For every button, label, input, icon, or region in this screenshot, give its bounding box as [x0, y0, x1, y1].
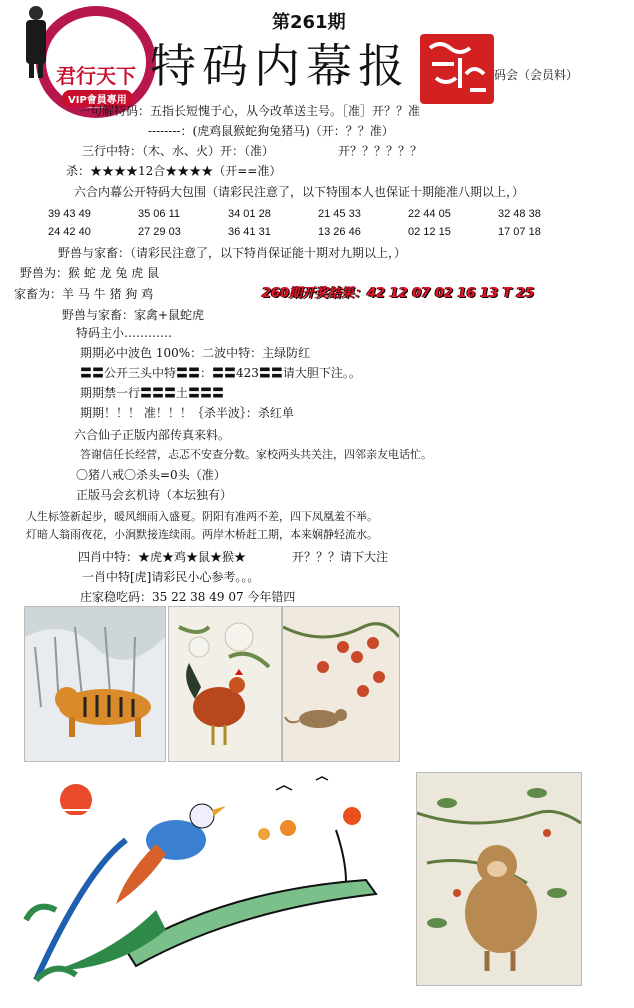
text-line-3: 三行中特：（木、水、火）开：（准）: [82, 144, 275, 158]
wild-animals: 野兽为：猴 蛇 龙 兔 虎 鼠: [20, 266, 160, 280]
fairy-line: 六合仙子正版内部传真来料。: [74, 428, 231, 442]
bird-illustration: [6, 770, 406, 1000]
number-cell: 35 06 11: [138, 208, 181, 220]
pig-line: 〇猪八戒〇杀头=0头（准）: [76, 468, 226, 482]
big-small: 特码主小…………: [76, 326, 173, 340]
number-cell: 02 12 15: [408, 226, 451, 238]
poem-line-2: 灯暗人翁雨夜花，小涧默接连续雨。两岸木桥赶工期，本来娴静轻流水。: [26, 528, 378, 541]
four-zodiac: 四肖中特：★虎★鸡★鼠★猴★: [78, 550, 247, 564]
riddle-line: 答谢信任长经营，忐忑不安查分数。家校两头共关注，四邻亲友电话忙。: [80, 448, 432, 461]
wild-note: 野兽与家畜：（请彩民注意了，以下特肖保证能十期对九期以上，）: [58, 246, 407, 260]
rat-painting: [282, 606, 400, 762]
poem-title: 正版马会玄机诗（本坛独有）: [76, 488, 233, 502]
figure-icon: [18, 4, 54, 78]
wild-domestic: 野兽与家畜：家禽+鼠蛇虎: [62, 308, 205, 322]
text-line-4: 杀：★★★★12合★★★★（开==准）: [66, 164, 282, 178]
issue-number: 第261期: [272, 12, 346, 33]
monkey-painting: [416, 772, 582, 986]
number-cell: 17 07 18: [498, 226, 541, 238]
last-result: 260期开奖结果：42 12 07 02 16 13 T 25: [262, 286, 535, 301]
text-line-3b: 开？？？？？？: [338, 144, 423, 158]
number-cell: 13 26 46: [318, 226, 361, 238]
four-zodiac-open: 开？？？请下大注: [292, 550, 389, 564]
number-row-2: [0, 226, 634, 240]
number-cell: 36 41 31: [228, 226, 271, 238]
logo-text: 君行天下: [56, 64, 136, 88]
seal-stamp-icon: [420, 34, 494, 104]
rooster-painting: [168, 606, 282, 762]
number-cell: 34 01 28: [228, 208, 271, 220]
page-title: 特码内幕报: [150, 39, 410, 93]
text-line-1: 一句解特码：五指长短愧于心，从今改革送主号。［准］开？？准: [78, 104, 421, 118]
number-cell: 27 29 03: [138, 226, 181, 238]
vip-badge: VIP會員專用: [62, 90, 133, 107]
domestic-animals: 家畜为：羊 马 牛 猪 狗 鸡: [14, 287, 154, 301]
number-cell: 39 43 49: [48, 208, 91, 220]
poem-line-1: 人生标签新起步，暖风细雨入盛夏。阴阳有准两不差，四下凤凰羞不举。: [26, 510, 378, 523]
one-zodiac: 一肖中特[虎]请彩民小心参考。。。: [82, 570, 260, 584]
text-line-2: --------：(虎鸡鼠猴蛇狗兔猪马)（开：？？准）: [148, 124, 394, 138]
tiger-painting: [24, 606, 166, 762]
kill-wave: 期期！！！ 准！！！｛杀半波｝：杀红单: [80, 406, 294, 420]
subtitle: 码会（会员料）: [494, 68, 579, 82]
banker-numbers: 庄家稳吃码：35 22 38 49 07 今年错四: [80, 590, 296, 604]
number-cell: 22 44 05: [408, 208, 451, 220]
number-row-1: [0, 208, 634, 222]
text-line-5: 六合内幕公开特码大包围（请彩民注意了，以下特围本人也保证十期能准八期以上，）: [74, 185, 525, 199]
number-cell: 24 42 40: [48, 226, 91, 238]
ban-row: 期期禁一行〓〓〓土〓〓〓: [80, 386, 225, 400]
number-cell: 32 48 38: [498, 208, 541, 220]
wave-color: 期期必中波色 100%：二波中特：主绿防红: [80, 346, 311, 360]
three-head: 〓〓公开三头中特〓〓：〓〓423〓〓请大胆下注。。: [80, 366, 361, 380]
number-cell: 21 45 33: [318, 208, 361, 220]
